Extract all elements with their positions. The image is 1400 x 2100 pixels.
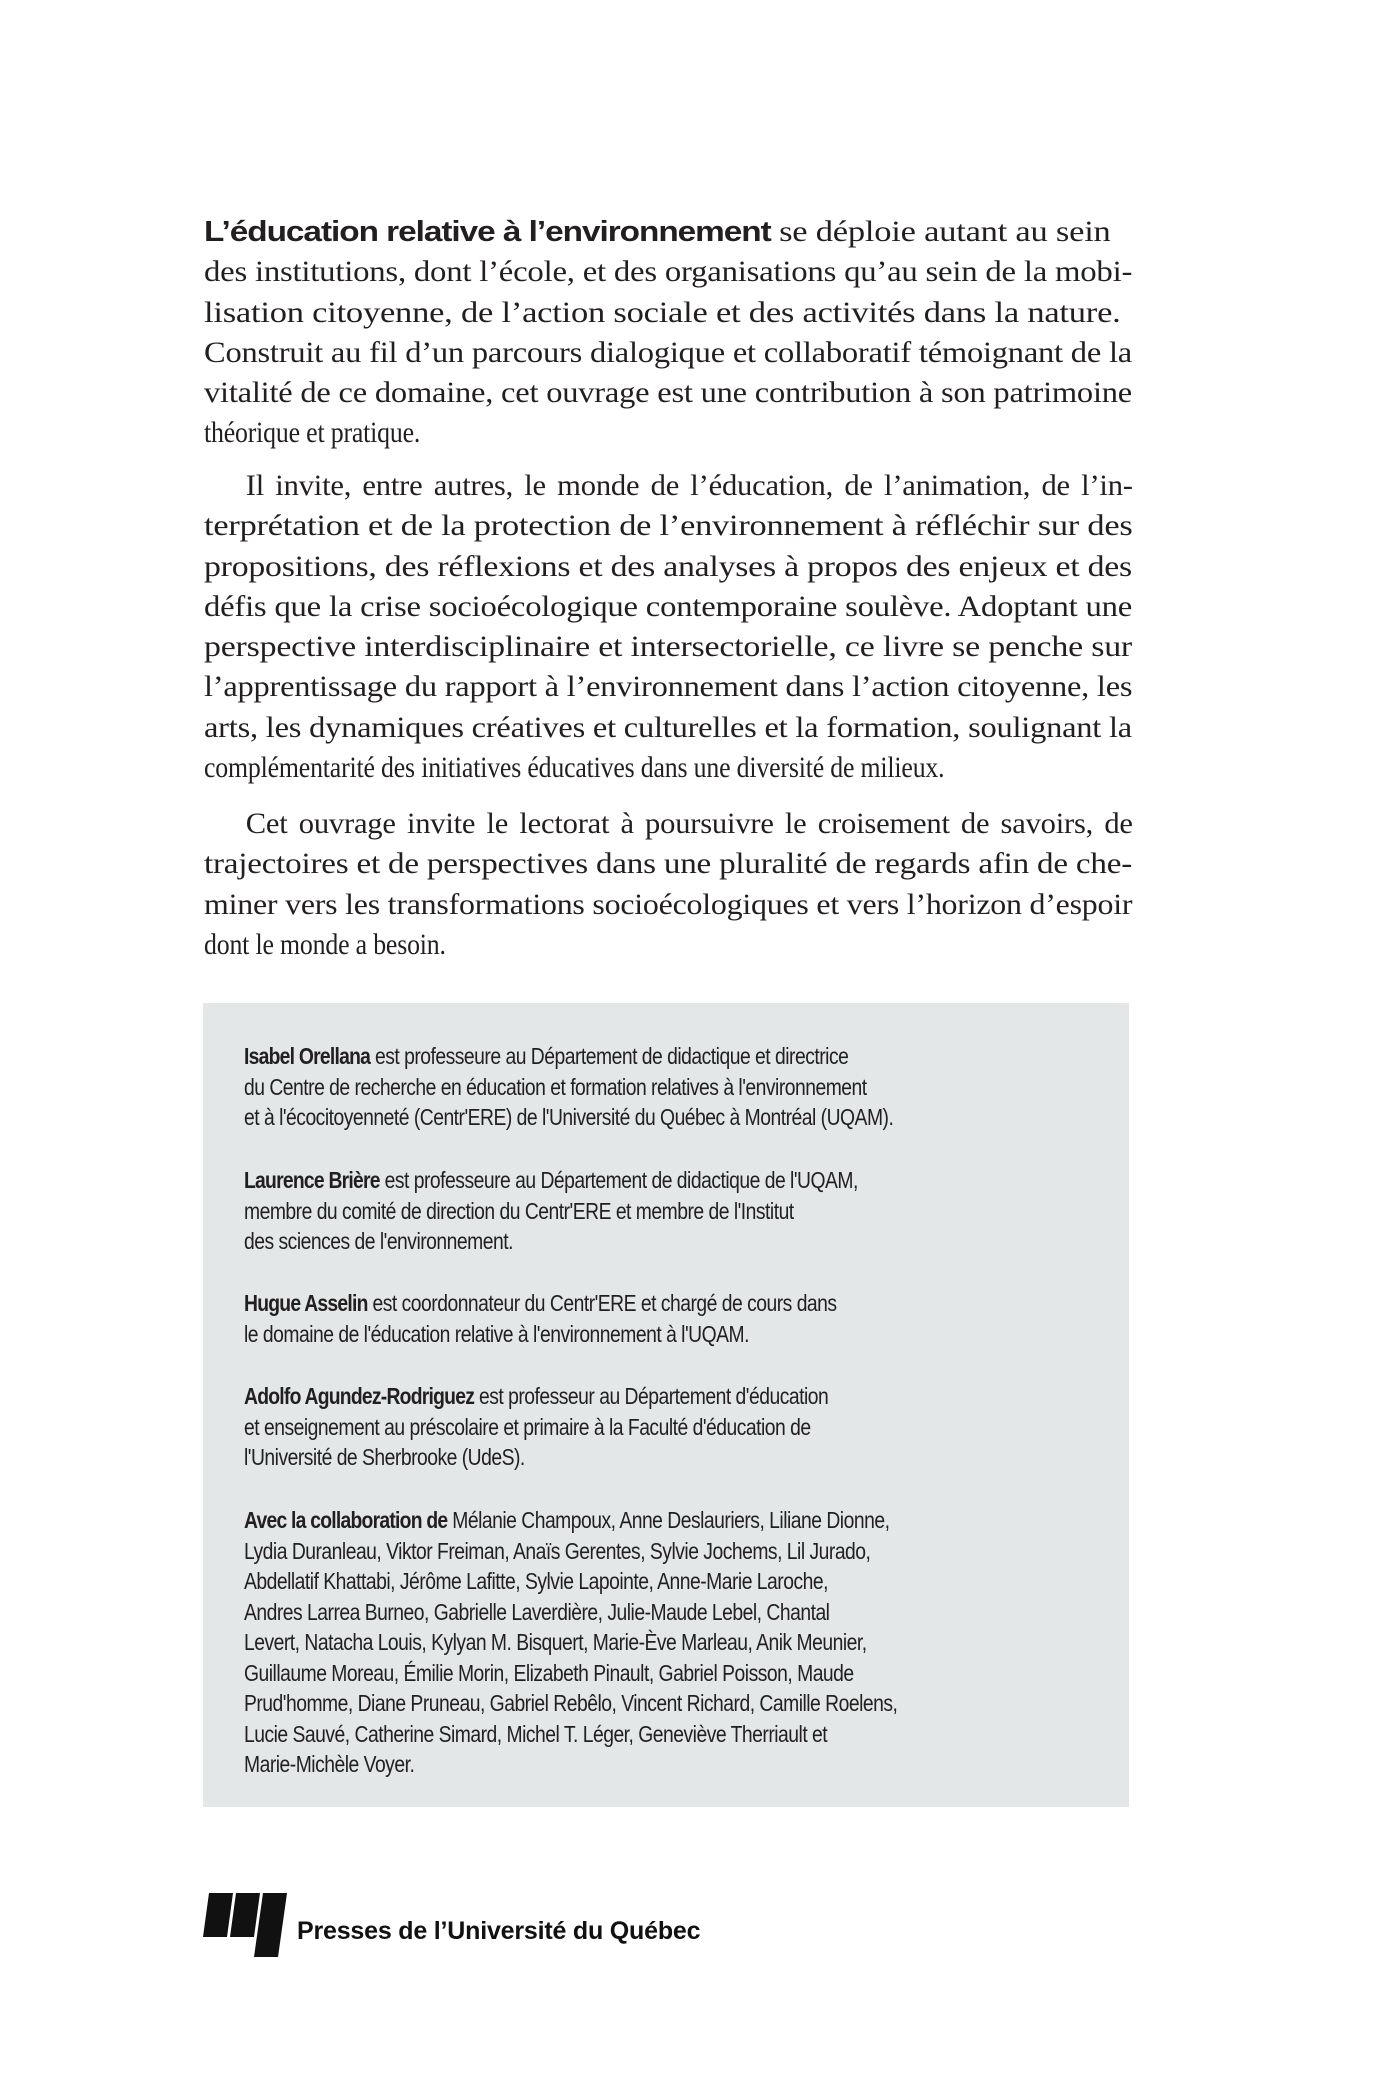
- paragraph-line: l’apprentissage du rapport à l’environnement dans l’action citoyenne, les: [204, 670, 1133, 704]
- bio-line: [244, 1505, 966, 1536]
- paragraph-line: propositions, des réflexions et des analyses à propos des enjeux et des: [204, 549, 1132, 583]
- paragraph-line: Cet ouvrage invite le lectorat à poursuivre le croisement de savoirs, de: [245, 807, 1133, 840]
- paragraph-line: [204, 212, 1110, 252]
- collaborators: [244, 1505, 1104, 1780]
- paragraph-line: perspective interdisciplinaire et intersectorielle, ce livre se penche sur: [204, 630, 1132, 664]
- paragraph-line: Construit au fil d’un parcours dialogique et collaboratif témoignant de la: [204, 335, 1132, 369]
- paragraph-line: théorique et pratique.: [204, 416, 421, 450]
- author-name: Laurence Brière: [244, 1167, 380, 1193]
- author-name: Isabel Orellana: [244, 1043, 371, 1069]
- bio-line: [244, 1288, 966, 1319]
- bio-line: et enseignement au préscolaire et primaire à la Faculté d'éducation de: [244, 1413, 811, 1440]
- bio-line: Guillaume Moreau, Émilie Morin, Elizabeth Pinault, Gabriel Poisson, Maude: [244, 1659, 854, 1686]
- bio-isabel-orellana: [244, 1041, 1104, 1133]
- paragraph-line: vitalité de ce domaine, cet ouvrage est une contribution à son patrimoine: [204, 376, 1132, 410]
- bio-line: [244, 1381, 966, 1412]
- line-text: se déploie autant au sein: [770, 215, 1111, 248]
- description-paragraph-3: [204, 804, 1132, 965]
- bio-line: et à l'écocitoyenneté (Centr'ERE) de l'Université du Québec à Montréal (UQAM).: [244, 1104, 894, 1130]
- bio-line: du Centre de recherche en éducation et formation relatives à l'environnement: [244, 1073, 867, 1100]
- publisher-footer: [203, 1893, 763, 1957]
- line-text: Mélanie Champoux, Anne Deslauriers, Liliane Dionne,: [447, 1507, 890, 1533]
- paragraph-line: complémentarité des initiatives éducatives dans une diversité de milieux.: [204, 751, 945, 785]
- line-text: est professeure au Département de didactique de l'UQAM,: [379, 1167, 858, 1193]
- line-text: est professeur au Département d'éducation: [474, 1383, 829, 1409]
- paragraph-line: lisation citoyenne, de l’action sociale et des activités dans la nature.: [204, 295, 1121, 329]
- bio-line: des sciences de l'environnement.: [244, 1228, 513, 1254]
- paragraph-line: terprétation et de la protection de l’environnement à réfléchir sur des: [204, 509, 1133, 543]
- bio-adolfo-agundez-rodriguez: [244, 1381, 1104, 1473]
- bio-line: Lucie Sauvé, Catherine Simard, Michel T. Léger, Geneviève Therriault et: [244, 1720, 828, 1747]
- author-name: Hugue Asselin: [244, 1290, 368, 1316]
- bio-hugue-asselin: [244, 1288, 1104, 1349]
- bio-line: Abdellatif Khattabi, Jérôme Lafitte, Sylvie Lapointe, Anne-Marie Laroche,: [244, 1568, 828, 1594]
- bio-line: Levert, Natacha Louis, Kylyan M. Bisquert, Marie-Ève Marleau, Anik Meunier,: [244, 1629, 867, 1655]
- collaborators-label: Avec la collaboration de: [244, 1507, 448, 1533]
- paragraph-line: défis que la crise socioécologique contemporaine soulève. Adoptant une: [204, 589, 1132, 623]
- paragraph-line: arts, les dynamiques créatives et culturelles et la formation, soulignant la: [204, 710, 1132, 744]
- bio-line: Prud'homme, Diane Pruneau, Gabriel Rebêlo, Vincent Richard, Camille Roelens,: [244, 1690, 898, 1716]
- bio-line: l'Université de Sherbrooke (UdeS).: [244, 1444, 525, 1470]
- line-text: est professeure au Département de didactique et directrice: [370, 1043, 849, 1069]
- puq-logo-icon: [203, 1893, 289, 1957]
- description-paragraph-2: [204, 466, 1132, 788]
- bio-line: Marie-Michèle Voyer.: [244, 1751, 415, 1777]
- paragraph-line: miner vers les transformations socioécologiques et vers l’horizon d’espoir: [204, 887, 1133, 921]
- bio-line: [244, 1041, 966, 1072]
- paragraph-line: trajectoires et de perspectives dans une pluralité de regards afin de che-: [204, 847, 1132, 881]
- publisher-name: Presses de l’Université du Québec: [297, 1917, 701, 1945]
- paragraph-line: dont le monde a besoin.: [204, 927, 446, 961]
- bio-line: Andres Larrea Burneo, Gabrielle Laverdière, Julie-Maude Lebel, Chantal: [244, 1598, 830, 1625]
- bio-line: membre du comité de direction du Centr'ERE et membre de l'Institut: [244, 1197, 794, 1224]
- author-bios-box: [203, 1003, 1129, 1807]
- bio-laurence-briere: [244, 1165, 1104, 1257]
- line-text: est coordonnateur du Centr'ERE et chargé de cours dans: [367, 1290, 837, 1316]
- lead-title: L’éducation relative à l’environnement: [204, 216, 771, 248]
- paragraph-line: des institutions, dont l’école, et des organisations qu’au sein de la mobi-: [204, 255, 1133, 289]
- bio-line: le domaine de l'éducation relative à l'environnement à l'UQAM.: [244, 1320, 749, 1347]
- author-name: Adolfo Agundez-Rodriguez: [244, 1383, 475, 1409]
- description-paragraph-1: [204, 212, 1132, 454]
- bio-line: Lydia Duranleau, Viktor Freiman, Anaïs Gerentes, Sylvie Jochems, Lil Jurado,: [244, 1537, 871, 1564]
- bio-line: [244, 1165, 966, 1196]
- paragraph-line: Il invite, entre autres, le monde de l’éducation, de l’animation, de l’in-: [245, 469, 1133, 502]
